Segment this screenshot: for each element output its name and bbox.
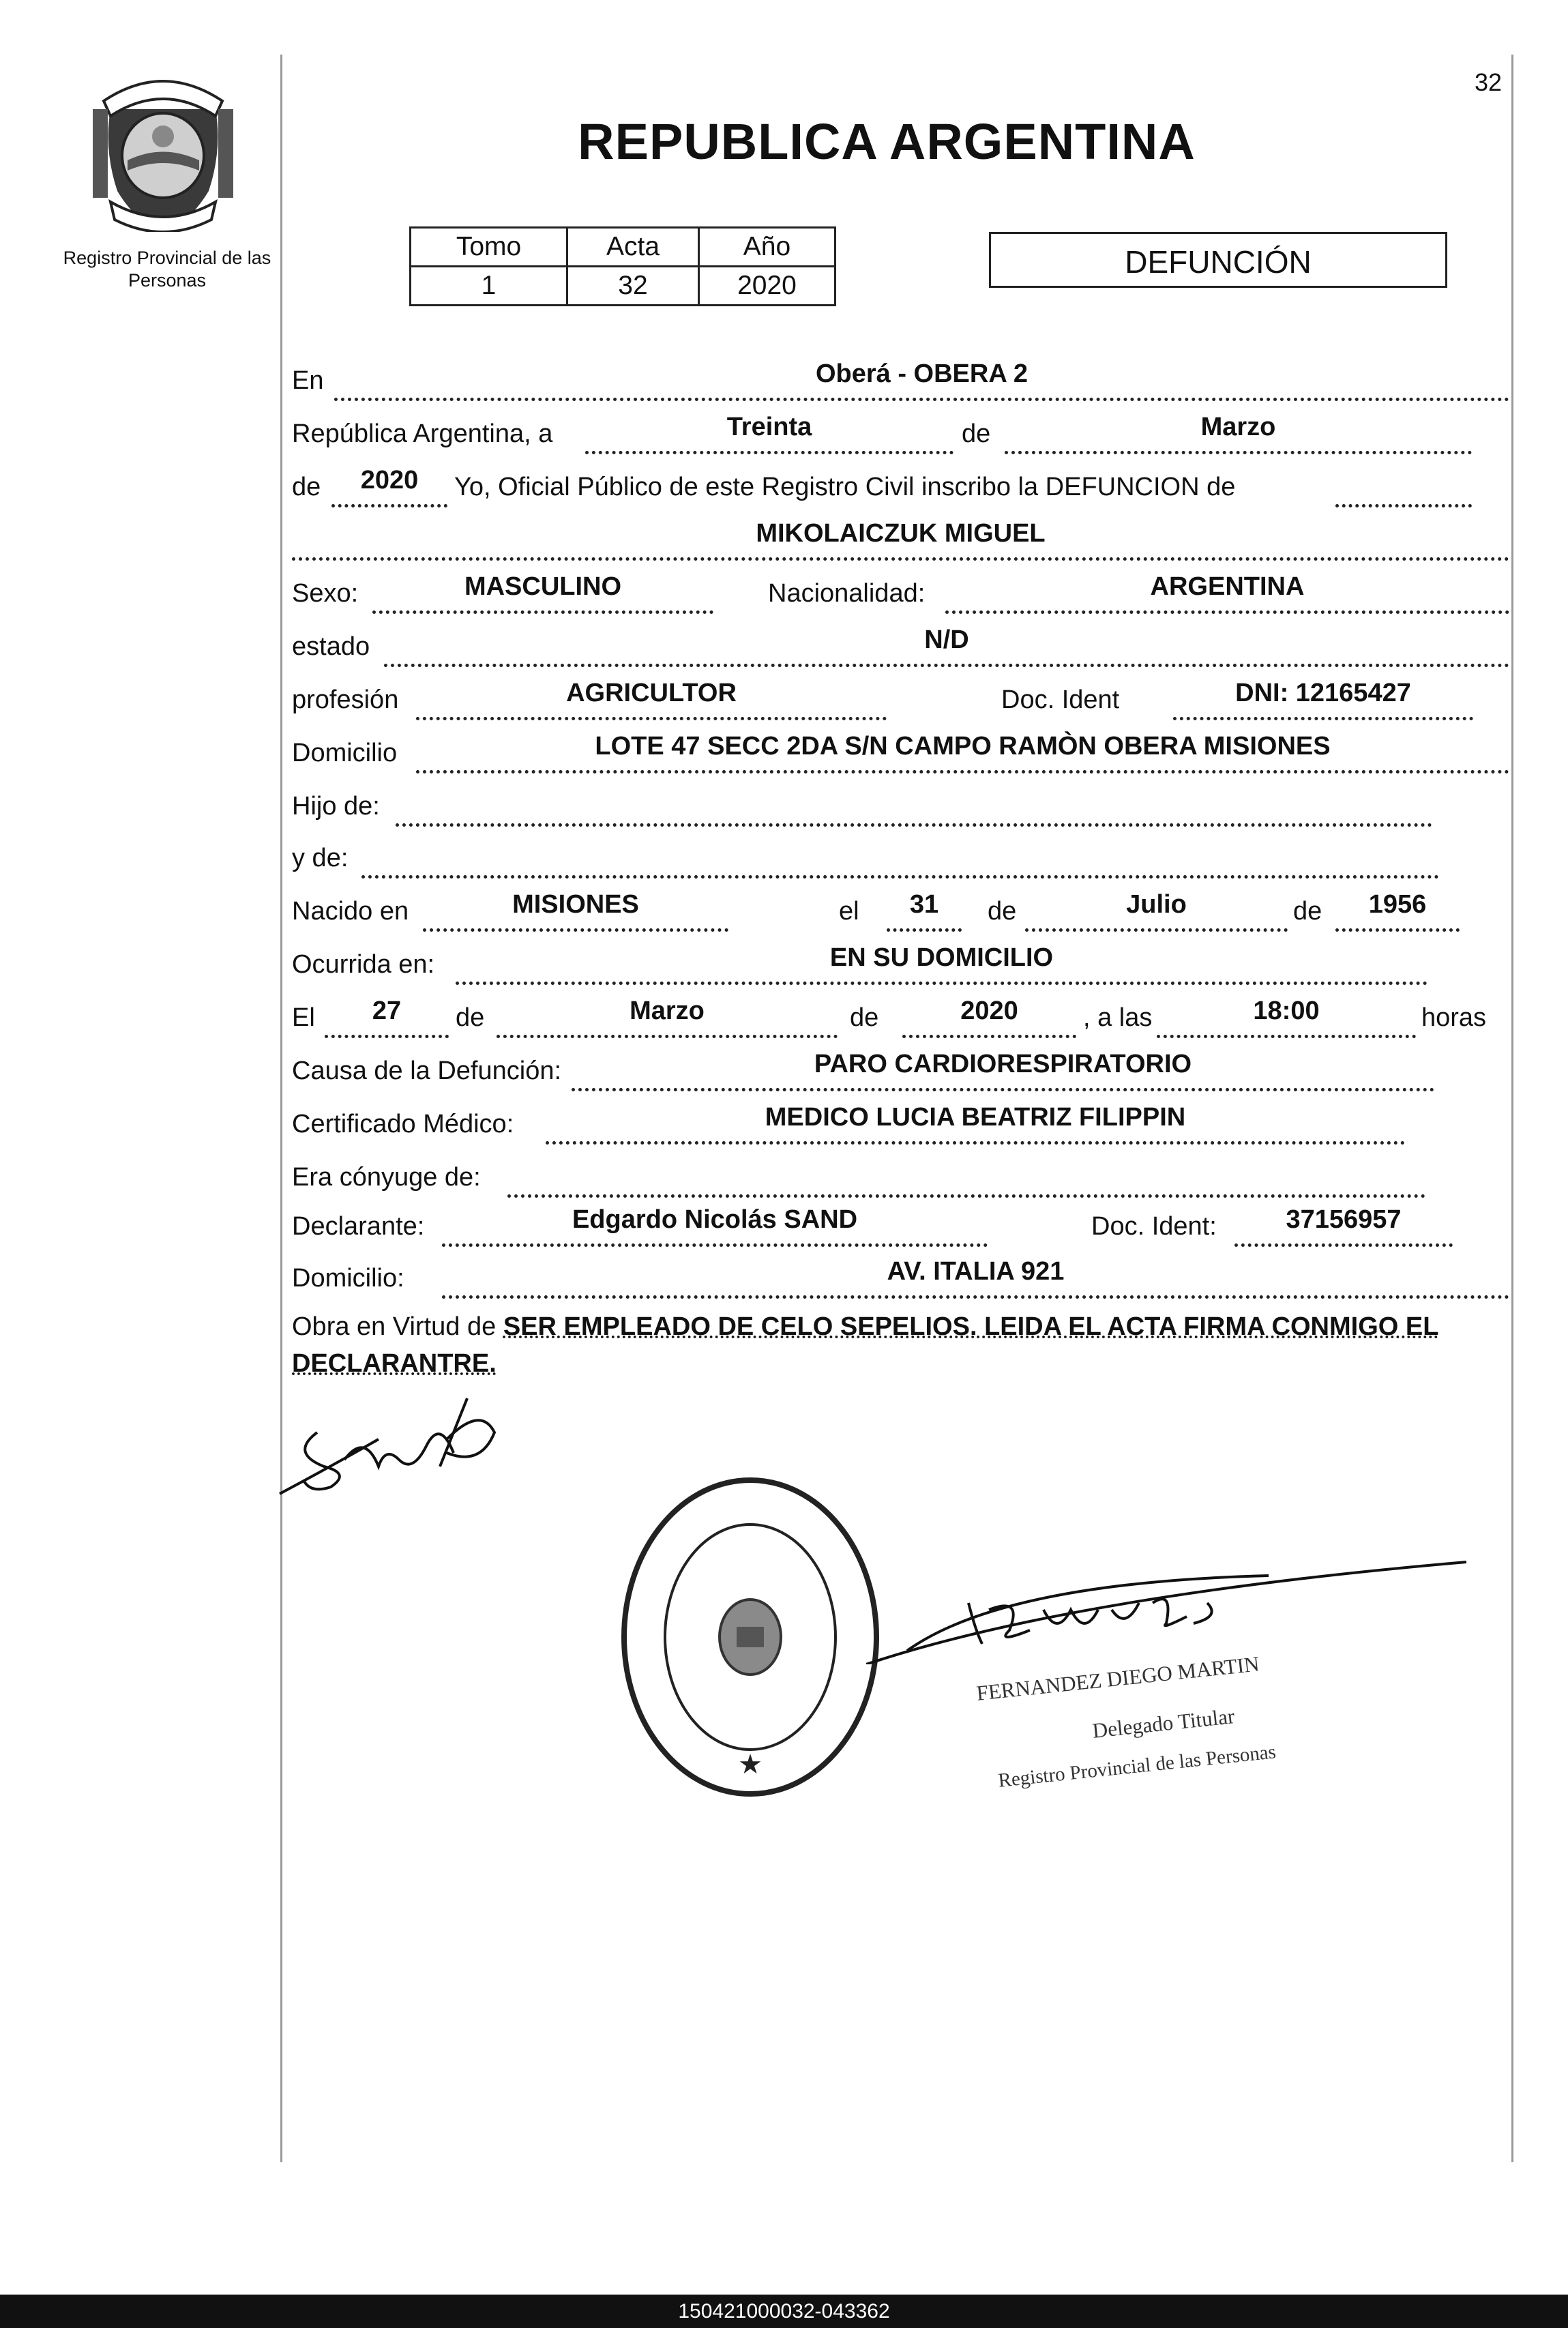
acta-header: Acta <box>567 228 699 267</box>
birthplace-value: MISIONES <box>512 890 639 919</box>
de-label-6: de <box>850 1003 879 1032</box>
doc2-label: Doc. Ident: <box>1091 1212 1217 1241</box>
certificate-row <box>292 1104 1509 1145</box>
doc-field <box>1173 679 1473 720</box>
de-label-2: de <box>292 473 321 501</box>
conyuge-field <box>507 1157 1425 1198</box>
day-text-value: Treinta <box>726 413 812 441</box>
yde-label: y de: <box>292 844 349 872</box>
causa-label: Causa de la Defunción: <box>292 1057 562 1085</box>
place-value: Oberá - OBERA 2 <box>815 359 1029 388</box>
ocurrida-field <box>456 944 1428 985</box>
registry-caption: Registro Provincial de las Personas <box>63 248 271 291</box>
occurred-row <box>292 944 1509 985</box>
death-date-row <box>292 997 1509 1038</box>
de-label-4: de <box>1293 897 1322 926</box>
domicilio2-field <box>442 1258 1509 1299</box>
country-title: REPUBLICA ARGENTINA <box>578 113 1196 170</box>
horas-label: horas <box>1421 1003 1487 1032</box>
nacionalidad-value: ARGENTINA <box>1150 572 1305 601</box>
month-field <box>1005 413 1472 454</box>
right-margin-rule <box>1511 55 1513 2162</box>
domicilio2-label: Domicilio: <box>292 1264 404 1293</box>
death-year-field <box>902 997 1076 1038</box>
causa-value: PARO CARDIORESPIRATORIO <box>814 1050 1192 1078</box>
de-label-3: de <box>988 897 1017 926</box>
profesion-label: profesión <box>292 686 399 714</box>
declarante-label: Declarante: <box>292 1212 425 1241</box>
ocurrida-value: EN SU DOMICILIO <box>829 943 1054 972</box>
birth-month-value: Julio <box>1126 890 1187 919</box>
svg-text:★: ★ <box>738 1749 763 1780</box>
death-day-field <box>325 997 449 1038</box>
official-organization: Registro Provincial de las Personas <box>997 1741 1277 1792</box>
anio-value: 2020 <box>699 267 835 306</box>
official-role: Delegado Titular <box>1091 1704 1236 1743</box>
anio-header: Año <box>699 228 835 267</box>
son-of-row <box>292 786 1509 827</box>
estado-value: N/D <box>924 625 969 654</box>
nacionalidad-label: Nacionalidad: <box>768 579 926 608</box>
month-value: Marzo <box>1200 413 1276 441</box>
provincial-coat-of-arms <box>90 68 236 232</box>
place-field <box>334 360 1509 401</box>
inscription-row <box>292 467 1509 507</box>
obra-label: Obra en Virtud de <box>292 1312 497 1341</box>
birth-year-value: 1956 <box>1368 890 1427 919</box>
name-row <box>292 520 1509 561</box>
document-code-bar: 150421000032-043362 <box>0 2295 1568 2328</box>
day-field <box>585 413 953 454</box>
republica-label: República Argentina, a <box>292 419 553 448</box>
birth-month-field <box>1025 891 1288 932</box>
birth-day-value: 31 <box>909 890 939 919</box>
birth-year-field <box>1335 891 1460 932</box>
doc-value: DNI: 12165427 <box>1235 679 1411 707</box>
left-margin-rule <box>280 55 282 2162</box>
obra-value: SER EMPLEADO DE CELO SEPELIOS. LEIDA EL ACTA FIRMA CONMIGO EL DECLARANTRE. <box>292 1312 1439 1378</box>
registration-table <box>409 226 836 306</box>
death-month-value: Marzo <box>630 997 705 1025</box>
certificado-field <box>546 1104 1405 1145</box>
deceased-name: MIKOLAICZUK MIGUEL <box>756 519 1046 548</box>
declarante-value: Edgardo Nicolás SAND <box>572 1205 858 1234</box>
en-label: En <box>292 366 324 395</box>
page-number: 32 <box>1475 68 1503 96</box>
year-field <box>331 467 447 507</box>
date-row <box>292 413 1509 454</box>
doc2-field <box>1234 1206 1453 1247</box>
official-name: FERNANDEZ DIEGO MARTIN <box>975 1651 1260 1705</box>
death-month-field <box>497 997 838 1038</box>
death-day-value: 27 <box>372 997 402 1025</box>
sexo-value: MASCULINO <box>464 572 622 601</box>
profession-row <box>292 679 1509 720</box>
certificado-label: Certificado Médico: <box>292 1110 514 1138</box>
declarante-field <box>442 1206 988 1247</box>
yde-field <box>361 838 1439 879</box>
name-field <box>292 520 1509 561</box>
acta-value: 32 <box>567 267 699 306</box>
alas-label: , a las <box>1083 1003 1153 1032</box>
el-label: el <box>839 897 859 926</box>
and-of-row <box>292 838 1509 879</box>
domicilio-label: Domicilio <box>292 739 398 767</box>
birth-day-field <box>887 891 962 932</box>
el2-label: El <box>292 1003 315 1032</box>
birthplace-field <box>423 891 728 932</box>
sex-nationality-row <box>292 573 1509 614</box>
place-row <box>292 360 1509 401</box>
conyuge-label: Era cónyuge de: <box>292 1163 481 1192</box>
inscribo-text: Yo, Oficial Público de este Registro Civil inscribo la DEFUNCION de <box>454 473 1236 501</box>
domicilio-field <box>416 733 1509 773</box>
hijo-label: Hijo de: <box>292 792 380 821</box>
death-year-value: 2020 <box>960 997 1018 1025</box>
doc-label: Doc. Ident <box>1001 686 1120 714</box>
domicilio2-value: AV. ITALIA 921 <box>887 1257 1065 1286</box>
nacido-label: Nacido en <box>292 897 409 926</box>
de-label-5: de <box>456 1003 485 1032</box>
de-label: de <box>962 419 991 448</box>
certificado-value: MEDICO LUCIA BEATRIZ FILIPPIN <box>765 1103 1186 1132</box>
estado-row <box>292 626 1509 667</box>
birth-row <box>292 891 1509 932</box>
year-value: 2020 <box>360 466 419 495</box>
tomo-value: 1 <box>411 267 567 306</box>
doc2-value: 37156957 <box>1286 1205 1402 1234</box>
spouse-row <box>292 1157 1509 1198</box>
obra-row <box>292 1308 1506 1382</box>
registry-seal <box>617 1473 883 1801</box>
domicilio-value: LOTE 47 SECC 2DA S/N CAMPO RAMÒN OBERA MISIONES <box>595 732 1331 761</box>
sexo-field <box>372 573 713 614</box>
profesion-value: AGRICULTOR <box>566 679 737 707</box>
ocurrida-label: Ocurrida en: <box>292 950 435 979</box>
profesion-field <box>416 679 887 720</box>
causa-field <box>572 1050 1434 1091</box>
death-hour-value: 18:00 <box>1253 997 1320 1025</box>
cause-row <box>292 1050 1509 1091</box>
declarant-signature <box>276 1391 508 1501</box>
nacionalidad-field <box>945 573 1509 614</box>
address-row <box>292 733 1509 773</box>
tomo-header: Tomo <box>411 228 567 267</box>
document-type-box: DEFUNCIÓN <box>989 232 1447 288</box>
inscribo-tail-field <box>1335 467 1472 507</box>
estado-field <box>384 626 1509 667</box>
estado-label: estado <box>292 632 370 661</box>
death-hour-field <box>1157 997 1416 1038</box>
declarant-row <box>292 1206 1509 1247</box>
official-signature <box>866 1555 1480 1664</box>
sexo-label: Sexo: <box>292 579 359 608</box>
declarant-address-row <box>292 1258 1509 1299</box>
hijo-field <box>396 786 1432 827</box>
